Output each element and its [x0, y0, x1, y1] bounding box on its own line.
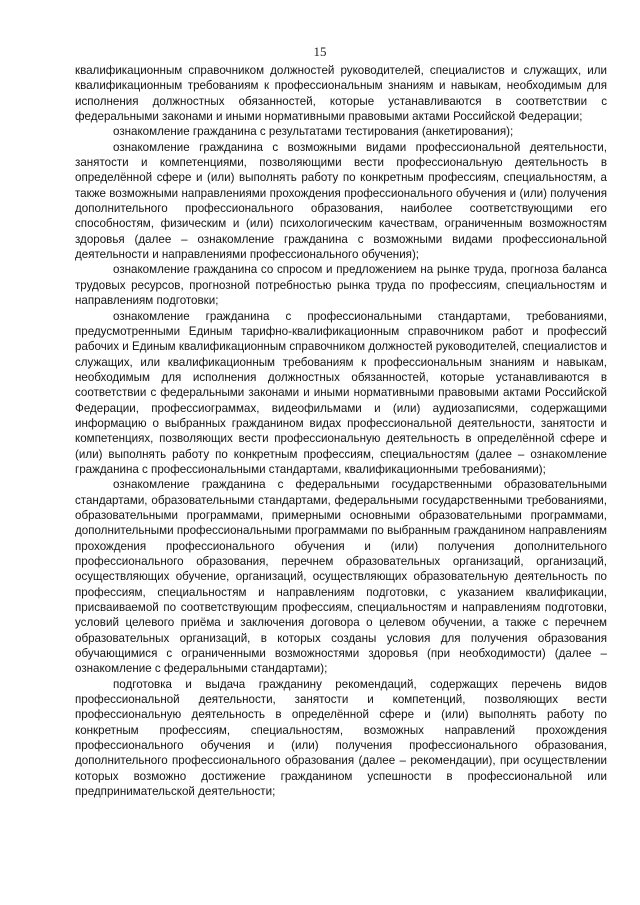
paragraph-labor-market: ознакомление гражданина со спросом и предложением на рынке труда, прогноза баланса трудовых ресурсов, прогнозной потребностью рынка труда по профессиям, специальностям и направлениям подготовки;: [75, 263, 607, 308]
page-number: 15: [313, 44, 327, 59]
document-body: [75, 63, 607, 800]
paragraph-test-results: ознакомление гражданина с результатами тестирования (анкетирования);: [113, 125, 514, 139]
paragraph-professional-standards: ознакомление гражданина с профессиональными стандартами, требованиями, предусмотренными Единым тарифно-квалификационным справочником работ и профессий рабочих и Единым квалификационным справочником должностей руководителей, специалистов и служащих, или квалификационным требованиям к профессиональным знаниям и навыкам, необходимым для исполнения должностных обязанностей, которые устанавливаются в соответствии с федеральными законами и иными нормативными правовыми актами Российской Федерации, профессиограммах, видеофильмами и (или) аудиозаписями, содержащими информацию о выбранных гражданином видах профессиональной деятельности, занятости и компетенциях, позволяющих вести профессиональную деятельность в определённой сфере и (или) выполнять работу по конкретным профессиям, специальностям (далее – ознакомление гражданина с профессиональными стандартами, квалификационными требованиями);: [75, 309, 607, 476]
paragraph-recommendations: подготовка и выдача гражданину рекомендаций, содержащих перечень видов профессиональной деятельности, занятости и компетенций, позволяющих вести профессиональную деятельность в определённой сфере и (или) выполнять работу по конкретным профессиям, специальностям, возможных направлений прохождения профессионального обучения и (или) получения профессионального образования, дополнительного профессионального образования (далее – рекомендации), при осуществлении которых возможно достижение гражданином успешности в профессиональной или предпринимательской деятельности;: [75, 677, 607, 799]
paragraph-continuation: квалификационным справочником должностей руководителей, специалистов и служащих, или квалификационным требованиям к профессиональным знаниям и навыкам, необходимым для исполнения должностных обязанностей, которые устанавливаются в соответствии с федеральными законами и иными нормативными правовыми актами Российской Федерации;: [75, 64, 607, 124]
paragraph-federal-standards: ознакомление гражданина с федеральными государственными образовательными стандартами, образовательными стандартами, федеральными государственными требованиями, образовательными программами, примерными основными образовательными программами, дополнительными профессиональными программами по выбранным гражданином направлениям прохождения профессионального обучения и (или) получения дополнительного профессионального образования, перечнем образовательных организаций, организаций, осуществляющих обучение, организаций, осуществляющих образовательную деятельность по профессиям, специальностям и направлениям подготовки, с указанием квалификации, присваиваемой по соответствующим профессиям, специальностям и направлениям подготовки, условий целевого приёма и заключения договора о целевом обучении, а также с перечнем образовательных организаций, в которых созданы условия для получения образования обучающимися с ограниченными возможностями здоровья (при необходимости) (далее – ознакомление с федеральными стандартами);: [75, 478, 607, 676]
paragraph-activity-types: ознакомление гражданина с возможными видами профессиональной деятельности, занятости и компетенциями, позволяющими вести профессиональную деятельность в определённой сфере и (или) выполнять работу по конкретным профессиям, специальностям, а также возможными направлениями прохождения профессионального обучения и (или) получения дополнительного профессионального образования, наиболее соответствующими его способностям, физическим и (или) психологическим качествам, ограниченным возможностям здоровья (далее – ознакомление гражданина с возможными видами профессиональной деятельности и направлениями профессионального обучения);: [75, 140, 607, 262]
